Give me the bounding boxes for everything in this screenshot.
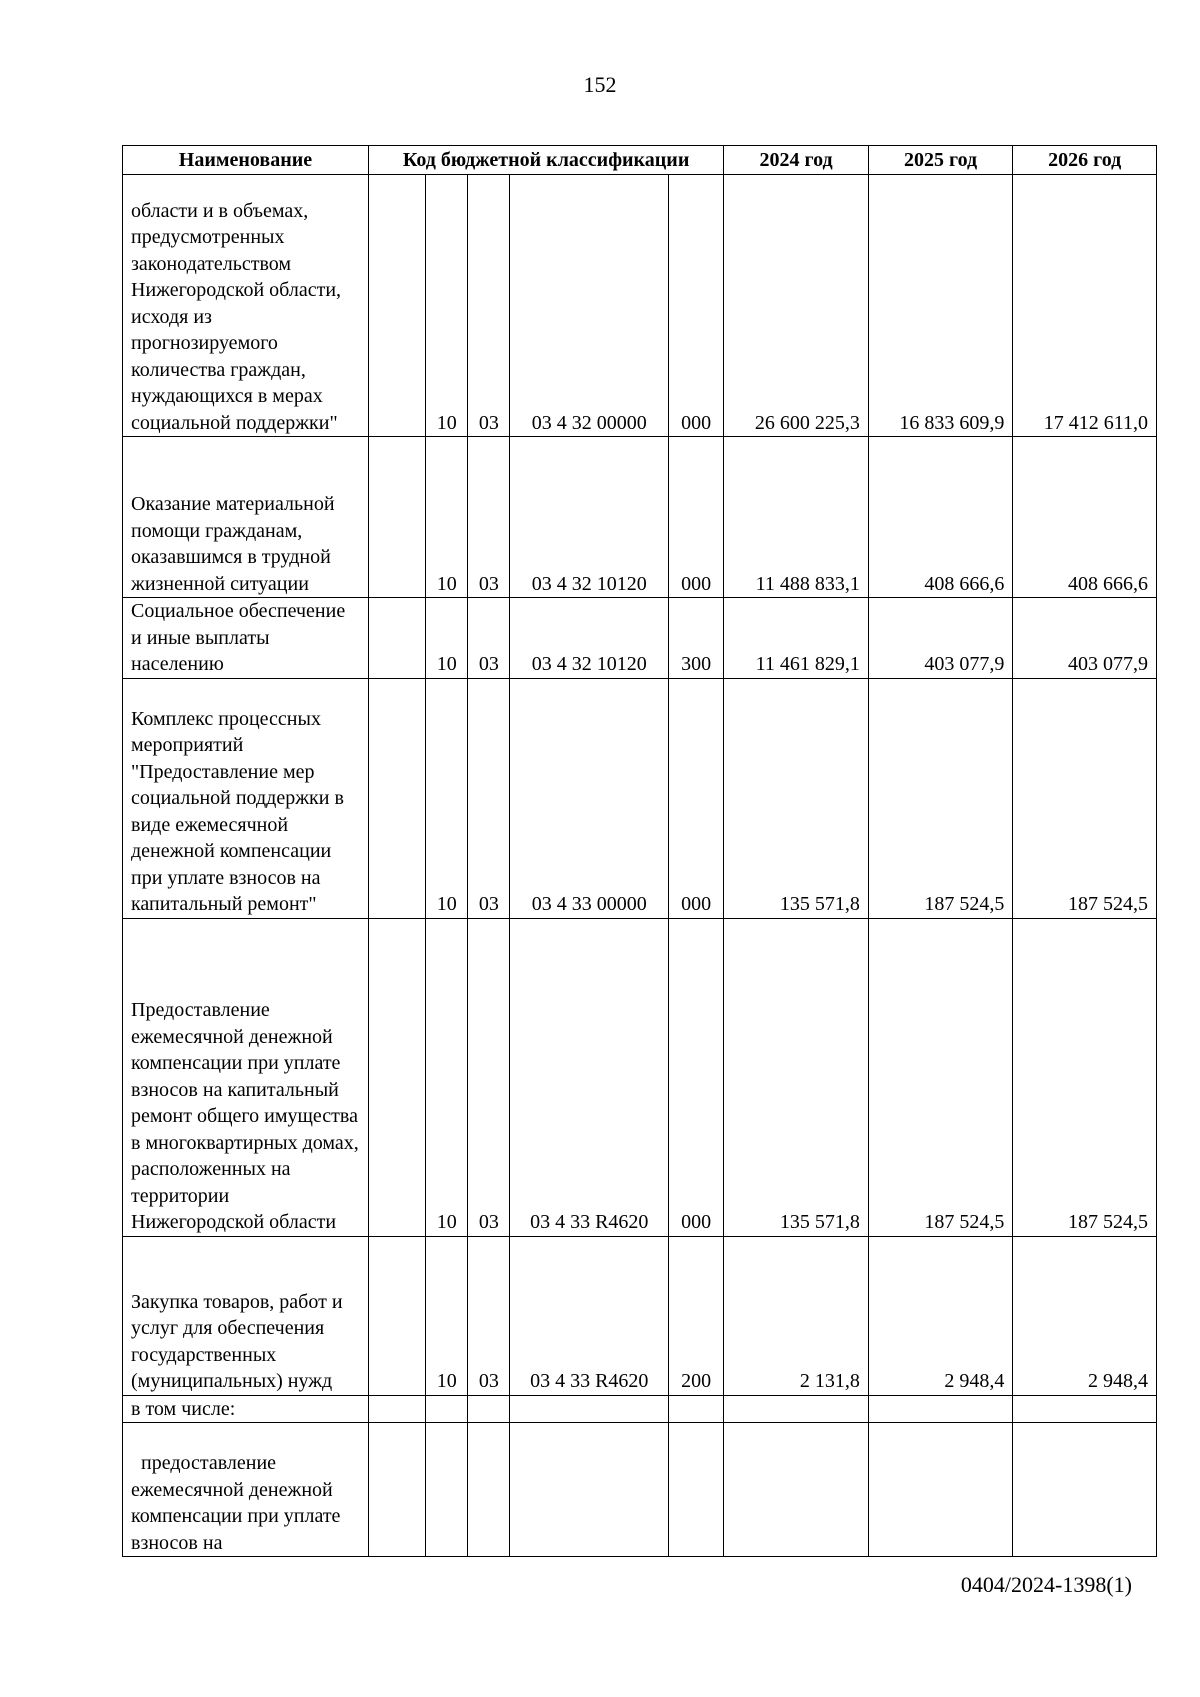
row-subsection: 03 xyxy=(468,918,510,1236)
row-subsection xyxy=(468,1423,510,1557)
row-value-2025: 2 948,4 xyxy=(868,1236,1013,1395)
row-value-2025: 16 833 609,9 xyxy=(868,175,1013,437)
row-target-article xyxy=(510,1395,669,1423)
row-value-2024: 11 461 829,1 xyxy=(724,598,869,679)
row-expense-type: 000 xyxy=(669,678,724,918)
row-value-2026: 408 666,6 xyxy=(1013,437,1157,598)
row-subsection xyxy=(468,1395,510,1423)
document-reference-code: 0404/2024-1398(1) xyxy=(960,1572,1132,1597)
table-row xyxy=(123,1423,1157,1557)
row-name: Комплекс процессных мероприятий "Предоставление мер социальной поддержки в виде ежемесячной денежной компенсации при уплате взносов на капитальный ремонт" xyxy=(123,678,369,918)
table-row xyxy=(123,678,1157,918)
row-value-2025: 408 666,6 xyxy=(868,437,1013,598)
row-value-2025: 403 077,9 xyxy=(868,598,1013,679)
header-2024: 2024 год xyxy=(724,146,869,175)
row-target-article: 03 4 33 R4620 xyxy=(510,918,669,1236)
row-code-col1 xyxy=(368,598,425,679)
row-value-2024: 135 571,8 xyxy=(724,678,869,918)
row-subsection: 03 xyxy=(468,598,510,679)
row-value-2026: 2 948,4 xyxy=(1013,1236,1157,1395)
row-name: Закупка товаров, работ и услуг для обеспечения государственных (муниципальных) нужд xyxy=(123,1236,369,1395)
row-code-col1 xyxy=(368,678,425,918)
row-name: Социальное обеспечение и иные выплаты населению xyxy=(123,598,369,679)
row-section xyxy=(426,1395,468,1423)
row-target-article: 03 4 32 10120 xyxy=(510,598,669,679)
table-row xyxy=(123,598,1157,679)
row-code-col1 xyxy=(368,1395,425,1423)
row-section: 10 xyxy=(426,598,468,679)
row-target-article: 03 4 33 R4620 xyxy=(510,1236,669,1395)
row-subsection: 03 xyxy=(468,678,510,918)
row-value-2024 xyxy=(724,1395,869,1423)
row-expense-type: 000 xyxy=(669,918,724,1236)
row-expense-type xyxy=(669,1395,724,1423)
table-row xyxy=(123,437,1157,598)
row-value-2024: 2 131,8 xyxy=(724,1236,869,1395)
row-code-col1 xyxy=(368,1423,425,1557)
row-subsection: 03 xyxy=(468,437,510,598)
row-value-2024 xyxy=(724,1423,869,1557)
header-budget-code: Код бюджетной классификации xyxy=(368,146,723,175)
row-subsection: 03 xyxy=(468,175,510,437)
row-expense-type: 200 xyxy=(669,1236,724,1395)
table-row xyxy=(123,1395,1157,1423)
row-value-2025: 187 524,5 xyxy=(868,678,1013,918)
header-2025: 2025 год xyxy=(868,146,1013,175)
header-name: Наименование xyxy=(123,146,369,175)
row-target-article: 03 4 32 00000 xyxy=(510,175,669,437)
row-code-col1 xyxy=(368,437,425,598)
row-code-col1 xyxy=(368,175,425,437)
row-name: области и в объемах, предусмотренных законодательством Нижегородской области, исходя из прогнозируемого количества граждан, нуждающихся в мерах социальной поддержки" xyxy=(123,175,369,437)
row-expense-type xyxy=(669,1423,724,1557)
row-value-2026: 17 412 611,0 xyxy=(1013,175,1157,437)
header-2026: 2026 год xyxy=(1013,146,1157,175)
row-section: 10 xyxy=(426,1236,468,1395)
row-expense-type: 300 xyxy=(669,598,724,679)
page-number: 152 xyxy=(583,72,617,97)
row-value-2026: 187 524,5 xyxy=(1013,918,1157,1236)
row-section: 10 xyxy=(426,918,468,1236)
row-name: Предоставление ежемесячной денежной компенсации при уплате взносов на капитальный ремонт общего имущества в многоквартирных домах, расположенных на территории Нижегородской области xyxy=(123,918,369,1236)
row-section: 10 xyxy=(426,175,468,437)
row-section: 10 xyxy=(426,437,468,598)
row-value-2024: 135 571,8 xyxy=(724,918,869,1236)
row-target-article xyxy=(510,1423,669,1557)
table-row xyxy=(123,1236,1157,1395)
table-header-row xyxy=(123,146,1157,175)
row-value-2024: 11 488 833,1 xyxy=(724,437,869,598)
row-value-2026: 187 524,5 xyxy=(1013,678,1157,918)
row-value-2026 xyxy=(1013,1423,1157,1557)
row-name: предоставление ежемесячной денежной компенсации при уплате взносов на xyxy=(123,1423,369,1557)
row-name: в том числе: xyxy=(123,1395,369,1423)
row-subsection: 03 xyxy=(468,1236,510,1395)
row-value-2025 xyxy=(868,1423,1013,1557)
row-code-col1 xyxy=(368,918,425,1236)
table-row xyxy=(123,918,1157,1236)
row-target-article: 03 4 32 10120 xyxy=(510,437,669,598)
row-value-2026: 403 077,9 xyxy=(1013,598,1157,679)
row-value-2025 xyxy=(868,1395,1013,1423)
row-expense-type: 000 xyxy=(669,175,724,437)
row-section: 10 xyxy=(426,678,468,918)
row-value-2024: 26 600 225,3 xyxy=(724,175,869,437)
table-row xyxy=(123,175,1157,437)
row-target-article: 03 4 33 00000 xyxy=(510,678,669,918)
row-code-col1 xyxy=(368,1236,425,1395)
table-body xyxy=(123,175,1157,1557)
row-value-2025: 187 524,5 xyxy=(868,918,1013,1236)
row-value-2026 xyxy=(1013,1395,1157,1423)
budget-table xyxy=(122,145,1157,1557)
row-expense-type: 000 xyxy=(669,437,724,598)
row-name: Оказание материальной помощи гражданам, оказавшимся в трудной жизненной ситуации xyxy=(123,437,369,598)
row-section xyxy=(426,1423,468,1557)
